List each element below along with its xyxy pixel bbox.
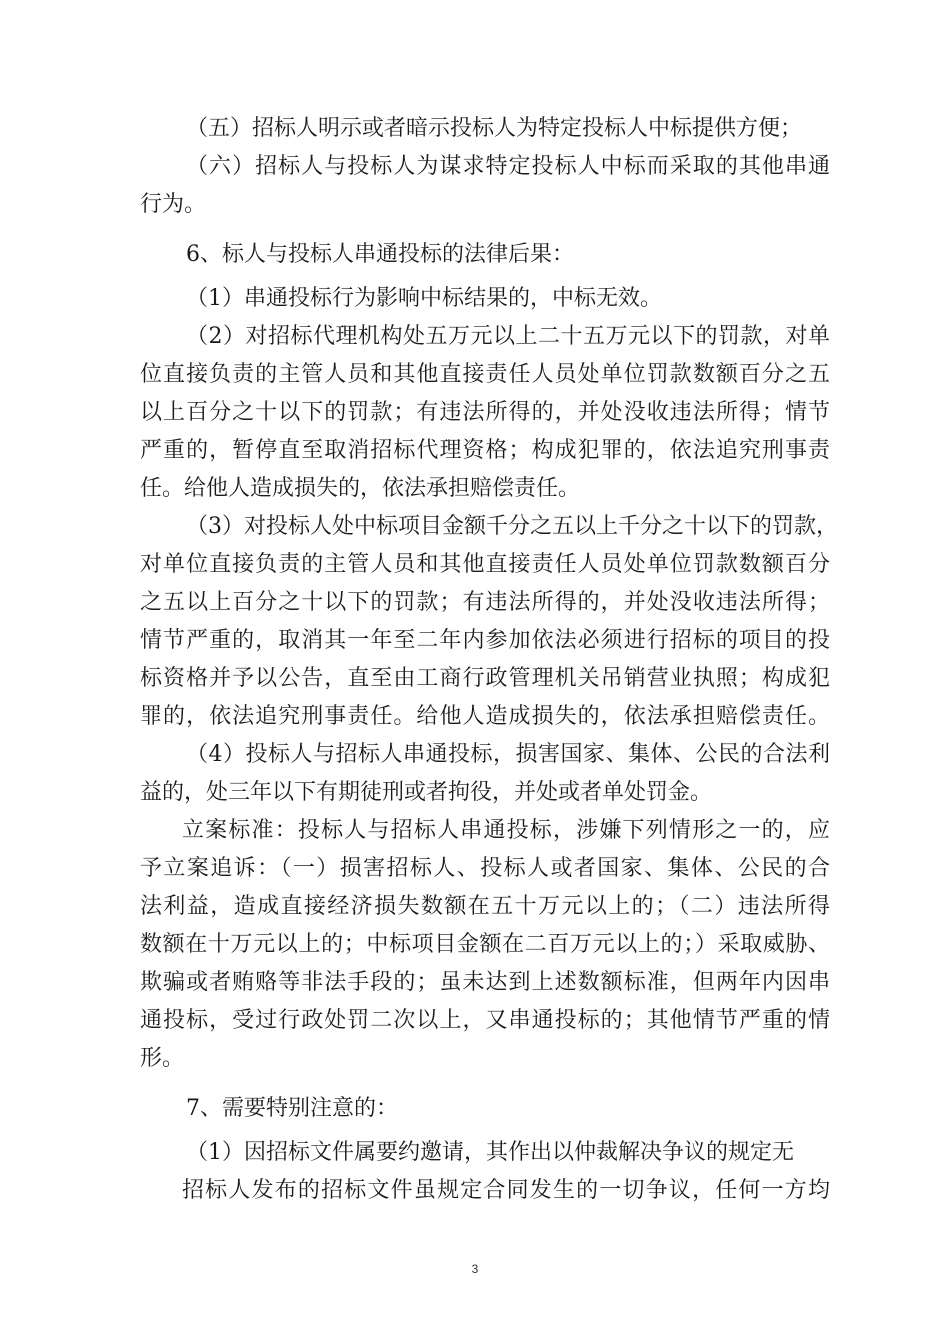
paragraph-line: 对单位直接负责的主管人员和其他直接责任人员处单位罚款数额百分 [140,552,830,577]
section-heading: 7、需要特别注意的： [186,1096,398,1121]
section-heading: 6、标人与投标人串通投标的法律后果： [186,242,574,267]
page-number: 3 [471,1262,479,1276]
paragraph-line: 法利益，造成直接经济损失数额在五十万元以上的；（二）违法所得 [140,894,830,919]
paragraph-line: 之五以上百分之十以下的罚款；有违法所得的，并处没收违法所得； [140,590,830,615]
paragraph-line: （六）招标人与投标人为谋求特定投标人中标而采取的其他串通 [186,154,830,179]
paragraph-line: （2）对招标代理机构处五万元以上二十五万元以下的罚款，对单 [186,324,830,349]
paragraph-line: 数额在十万元以上的；中标项目金额在二百万元以上的；）采取威胁、 [140,932,830,957]
paragraph-line: 益的，处三年以下有期徒刑或者拘役，并处或者单处罚金。 [140,780,713,805]
paragraph-line: 形。 [140,1046,185,1071]
paragraph-line: 行为。 [140,192,207,217]
paragraph-line: （3）对投标人处中标项目金额千分之五以上千分之十以下的罚款， [186,514,838,539]
paragraph-line: 予立案追诉：（一）损害招标人、投标人或者国家、集体、公民的合 [140,856,830,881]
paragraph-line: 欺骗或者贿赂等非法手段的；虽未达到上述数额标准，但两年内因串 [140,970,830,995]
paragraph-line: （1）因招标文件属要约邀请，其作出以仲裁解决争议的规定无 [186,1140,794,1165]
paragraph-line: 立案标准：投标人与招标人串通投标，涉嫌下列情形之一的，应 [182,818,830,843]
paragraph-line: 位直接负责的主管人员和其他直接责任人员处单位罚款数额百分之五 [140,362,830,387]
paragraph-line: 招标人发布的招标文件虽规定合同发生的一切争议，任何一方均 [182,1178,830,1203]
paragraph-line: 罪的，依法追究刑事责任。给他人造成损失的，依法承担赔偿责任。 [140,704,830,729]
paragraph-line: 通投标，受过行政处罚二次以上，又串通投标的；其他情节严重的情 [140,1008,830,1033]
paragraph-line: （1）串通投标行为影响中标结果的，中标无效。 [186,286,662,311]
paragraph-line: 以上百分之十以下的罚款；有违法所得的，并处没收违法所得；情节 [140,400,830,425]
paragraph-line: 标资格并予以公告，直至由工商行政管理机关吊销营业执照；构成犯 [140,666,830,691]
paragraph-line: 任。给他人造成损失的，依法承担赔偿责任。 [140,476,581,501]
paragraph-line: 严重的，暂停直至取消招标代理资格；构成犯罪的，依法追究刑事责 [140,438,830,463]
paragraph-line: 情节严重的，取消其一年至二年内参加依法必须进行招标的项目的投 [140,628,830,653]
paragraph-line: （4）投标人与招标人串通投标，损害国家、集体、公民的合法利 [186,742,830,767]
paragraph-line: （五）招标人明示或者暗示投标人为特定投标人中标提供方便； [186,116,803,141]
